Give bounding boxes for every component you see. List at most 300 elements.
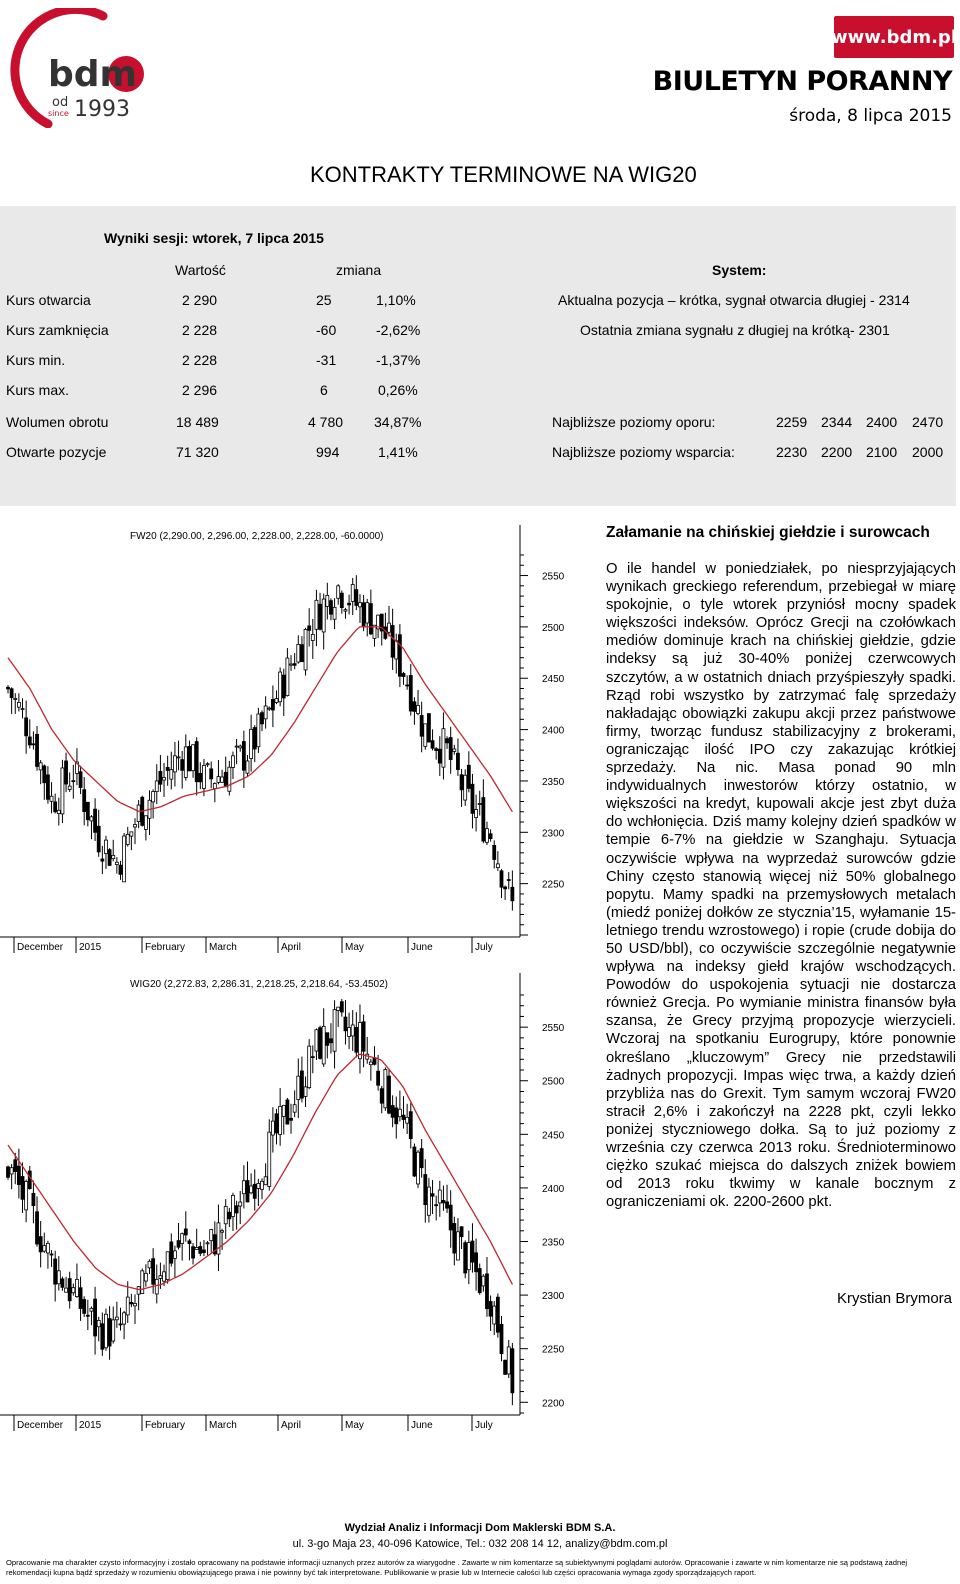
candle-body [221,777,224,782]
candle-body [261,713,264,724]
candle-body [290,664,293,665]
candle-body [362,603,365,627]
candle-body [14,1160,17,1172]
candle-body [75,1279,78,1296]
candle-body [257,714,260,747]
candle-body [388,623,391,632]
website-link[interactable]: www.bdm.pl [834,16,954,58]
resistance-level: 2344 [821,414,853,430]
candle-body [355,1027,358,1052]
candle-body [271,699,274,710]
candle-body [181,1234,184,1244]
candle-body [228,767,231,791]
candle-body [319,604,322,629]
candle-body [326,595,329,606]
candle-body [290,1118,293,1120]
candle-body [68,1279,71,1301]
candle-body [46,775,49,799]
candle-body [130,1302,133,1303]
candle-body [257,1183,260,1188]
candle-body [112,1320,115,1341]
x-tick-label: April [281,1420,302,1431]
candle-body [170,770,173,780]
charts-area [0,525,590,1475]
support-label: Najbliższe poziomy wsparcia: [552,444,735,460]
candle-body [496,864,499,868]
candle-body [493,845,496,859]
support-level: 2200 [821,444,853,460]
footer-address: ul. 3-go Maja 23, 40-096 Katowice, Tel.: 032 208 14 12, analizy@bdm.com.pl [292,1538,668,1550]
row-change: -60 [316,322,337,338]
candle-body [402,674,405,677]
moving-average-line [8,1054,512,1289]
candle-body [166,767,169,770]
resistance-label: Najbliższe poziomy oporu: [552,414,716,430]
candle-body [195,1247,198,1249]
candle-body [115,1317,118,1320]
charts-svg [0,525,590,1475]
x-tick-label: June [411,942,433,953]
row-pct: 1,41% [378,444,418,460]
candle-body [17,1166,20,1184]
x-tick-label: April [281,942,302,953]
candle-body [46,1243,49,1253]
candle-body [115,862,118,864]
candle-body [489,1302,492,1317]
row-label: Kurs otwarcia [6,292,91,308]
candle-body [206,764,209,765]
candle-body [348,1028,351,1037]
candle-body [380,1089,383,1104]
candle-body [431,1194,434,1196]
candle-body [213,783,216,788]
candle-body [152,1259,155,1285]
system-position: Aktualna pozycja – krótka, sygnał otwarcia długiej - 2314 [558,292,910,308]
x-tick-label: March [209,1420,237,1431]
candle-body [188,1241,191,1244]
candle-body [384,1069,387,1107]
candle-body [21,709,24,710]
y-tick-label: 2300 [542,828,565,840]
candle-body [478,1269,481,1293]
candle-body [279,1106,282,1134]
candle-body [467,765,470,788]
candle-body [72,781,75,782]
candle-body [409,675,412,710]
candle-body [308,1046,311,1087]
candle-body [319,1028,322,1059]
candle-body [188,746,191,771]
candle-body [337,1007,340,1010]
candle-body [264,706,267,719]
candle-body [43,766,46,783]
candle-body [166,1252,169,1280]
row-change: 6 [320,382,328,398]
section-title: KONTRAKTY TERMINOWE NA WIG20 [310,162,697,187]
candle-body [398,1109,401,1116]
candle-body [511,1349,514,1393]
candle-body [108,1319,111,1346]
candle-body [83,1300,86,1314]
candle-body [239,1202,242,1206]
candle-body [250,1186,253,1193]
y-tick-label: 2250 [542,879,565,891]
candle-body [293,1105,296,1112]
candle-body [315,1030,318,1051]
candle-body [369,1062,372,1065]
candle-body [163,777,166,780]
row-label: Kurs zamknięcia [6,322,109,338]
candle-body [369,604,372,634]
candle-body [10,689,13,698]
col-change-header: zmiana [336,262,382,278]
row-pct: 0,26% [378,382,418,398]
row-pct: 1,10% [376,292,416,308]
candle-body [83,790,86,812]
candle-body [17,702,20,707]
candle-body [431,741,434,749]
candle-body [199,1247,202,1254]
candle-body [409,1112,412,1139]
candle-body [485,829,488,843]
candle-body [388,1076,391,1113]
row-value: 2 290 [182,292,218,308]
x-tick-label: December [17,1420,64,1431]
y-tick-label: 2400 [542,725,565,737]
candle-body [268,708,271,709]
candle-body [391,1106,394,1118]
candle-body [152,792,155,802]
candle-body [50,1254,53,1255]
candle-body [471,784,474,813]
candle-body [311,1057,314,1058]
row-label: Wolumen obrotu [6,414,109,430]
candle-body [86,802,89,819]
x-tick-label: 2015 [79,1420,102,1431]
candle-body [413,702,416,712]
candle-body [333,607,336,619]
y-tick-label: 2300 [542,1291,565,1303]
candle-body [300,1071,303,1098]
candle-body [217,777,220,783]
candle-body [340,1002,343,1012]
candle-body [155,1279,158,1294]
candle-body [315,600,318,629]
candle-body [293,664,296,666]
system-last-change: Ostatnia zmiana sygnału z długiej na krótką- 2301 [580,322,890,338]
candle-body [326,1033,329,1046]
bulletin-date: środa, 8 lipca 2015 [789,106,952,126]
candle-body [224,1206,227,1223]
candle-body [181,760,184,771]
candle-body [144,1273,147,1281]
candle-body [210,1229,213,1240]
candle-body [489,834,492,839]
candle-body [14,698,17,699]
candle-body [395,641,398,659]
row-value: 2 228 [182,352,218,368]
candle-body [141,1271,144,1294]
candle-body [475,810,478,818]
candle-body [97,1320,100,1326]
support-level: 2000 [912,444,944,460]
candle-body [377,1071,380,1085]
candle-body [104,1314,107,1348]
candle-body [242,742,245,771]
candle-body [395,1108,398,1124]
candle-body [177,1241,180,1248]
candle-body [427,1187,430,1215]
candle-body [275,699,278,703]
candle-body [485,1274,488,1309]
candle-body [36,734,39,766]
candle-body [32,1193,35,1205]
candle-body [90,1308,93,1311]
candle-body [449,1205,452,1230]
candle-body [311,634,314,640]
candle-body [417,705,420,713]
row-pct: -1,37% [376,352,421,368]
candle-body [511,887,514,901]
candle-body [123,836,126,882]
candle-body [231,1195,234,1216]
candle-body [268,1132,271,1186]
row-pct: 34,87% [374,414,422,430]
candle-body [420,715,423,736]
candle-body [32,744,35,745]
candle-body [54,802,57,812]
candle-body [28,737,31,745]
svg-text:bdm: bdm [48,54,138,95]
candle-body [134,1303,137,1305]
candle-body [344,610,347,611]
support-level: 2230 [776,444,808,460]
bdm-logo [8,8,148,128]
candle-body [446,1202,449,1208]
candle-body [72,1288,75,1293]
candle-body [435,1205,438,1206]
candle-body [50,796,53,801]
row-label: Otwarte pozycje [6,444,107,460]
article-author: Krystian Brymora [836,1290,952,1307]
row-value: 2 228 [182,322,218,338]
candle-body [119,1324,122,1325]
x-tick-label: 2015 [79,942,102,953]
candle-body [442,729,445,767]
svg-text:since: since [48,109,69,118]
candle-body [279,672,282,702]
candle-body [467,1243,470,1270]
candle-body [170,1242,173,1263]
candle-body [159,771,162,784]
candle-body [344,1017,347,1031]
candle-body [322,599,325,632]
candle-body [112,855,115,858]
svg-text:od: od [52,95,69,110]
row-change: 25 [316,292,332,308]
candle-body [65,761,68,784]
candle-body [286,1100,289,1124]
row-change: 994 [316,444,340,460]
candle-body [406,685,409,686]
candle-body [420,1149,423,1168]
candle-body [456,753,459,769]
y-tick-label: 2350 [542,776,565,788]
candle-body [507,1347,510,1374]
candle-body [61,768,64,814]
resistance-level: 2400 [866,414,898,430]
candle-body [391,625,394,657]
candle-body [456,1232,459,1260]
candle-body [130,832,133,836]
candle-body [398,635,401,677]
candle-body [126,1297,129,1315]
y-tick-label: 2450 [542,674,565,686]
candle-body [482,1276,485,1286]
y-tick-label: 2550 [542,571,565,583]
y-tick-label: 2450 [542,1130,565,1142]
candle-body [173,1251,176,1258]
candle-body [173,756,176,772]
candle-body [271,1121,274,1135]
candle-body [464,1243,467,1273]
y-tick-label: 2500 [542,1076,565,1088]
candle-body [242,1181,245,1194]
candle-body [10,1168,13,1174]
candle-body [39,763,42,770]
footer-department: Wydział Analiz i Informacji Dom Maklerski BDM S.A. [344,1522,616,1534]
candle-body [435,749,438,751]
y-tick-label: 2250 [542,1344,565,1356]
candle-body [449,738,452,760]
candle-body [358,603,361,607]
candle-body [108,850,111,866]
candle-body [438,749,441,763]
candle-body [300,645,303,662]
candle-body [94,1299,97,1336]
candle-body [137,1287,140,1294]
candle-body [68,786,71,789]
candle-body [57,1271,60,1284]
candle-body [246,761,249,773]
row-label: Kurs min. [6,352,66,368]
candle-body [424,1174,427,1204]
candle-body [496,1297,499,1332]
candle-body [134,824,137,826]
candle-body [500,871,503,887]
candle-body [460,1227,463,1237]
col-value-header: Wartość [175,262,226,278]
candle-body [192,745,195,771]
candle-body [239,746,242,748]
candle-body [231,756,234,768]
candle-body [333,1010,336,1052]
candle-body [351,585,354,602]
y-tick-label: 2200 [542,1398,565,1410]
chart-title: FW20 (2,290.00, 2,296.00, 2,228.00, 2,228.00, -60.0000) [130,531,384,542]
candle-body [86,1315,89,1316]
candle-body [308,626,311,630]
candle-body [119,865,122,874]
candle-body [228,1212,231,1219]
session-results-panel [0,206,956,506]
candle-body [482,798,485,842]
x-tick-label: June [411,1420,433,1431]
candle-body [101,859,104,861]
candle-body [94,809,97,832]
candle-body [104,840,107,853]
candle-body [427,714,430,742]
candle-body [224,772,227,786]
row-change: -31 [316,352,337,368]
candle-body [202,765,205,788]
candle-body [282,1105,285,1116]
bulletin-title: BIULETYN PORANNY [652,66,952,97]
candle-body [504,887,507,889]
x-tick-label: July [475,942,493,953]
candle-body [25,718,28,736]
candle-body [297,644,300,662]
candle-body [297,1076,300,1099]
candle-body [355,590,358,606]
candle-body [406,1117,409,1123]
candle-body [144,816,147,830]
candle-body [304,629,307,669]
candle-body [36,1212,39,1244]
x-tick-label: May [345,942,364,953]
x-tick-label: March [209,942,237,953]
row-value: 71 320 [176,444,219,460]
candle-body [7,1167,10,1177]
commentary-article [606,524,956,1211]
candle-body [453,749,456,751]
candle-body [206,1243,209,1244]
candle-body [210,769,213,779]
system-label: System: [712,262,767,278]
candle-body [351,1025,354,1036]
candle-body [61,1279,64,1287]
resistance-level: 2470 [912,414,944,430]
candle-body [507,880,510,881]
x-tick-label: July [475,1420,493,1431]
candle-body [500,1324,503,1353]
candle-body [184,1229,187,1235]
candle-body [123,1313,126,1324]
candle-body [471,1241,474,1262]
candle-body [126,834,129,844]
candle-body [366,603,369,623]
candle-body [453,1223,456,1253]
candle-body [362,1022,365,1052]
candle-body [282,675,285,698]
candle-body [261,1181,264,1189]
candle-body [235,746,238,747]
candle-body [446,739,449,743]
candle-body [159,1276,162,1279]
support-level: 2100 [866,444,898,460]
candle-body [137,805,140,822]
candle-body [286,658,289,696]
x-tick-label: February [145,1420,186,1431]
row-value: 18 489 [176,414,219,430]
row-value: 2 296 [182,382,218,398]
candle-body [329,1039,332,1043]
candle-body [504,1360,507,1374]
candle-body [250,729,253,758]
candle-body [90,817,93,821]
resistance-level: 2259 [776,414,808,430]
candle-body [28,1171,31,1189]
